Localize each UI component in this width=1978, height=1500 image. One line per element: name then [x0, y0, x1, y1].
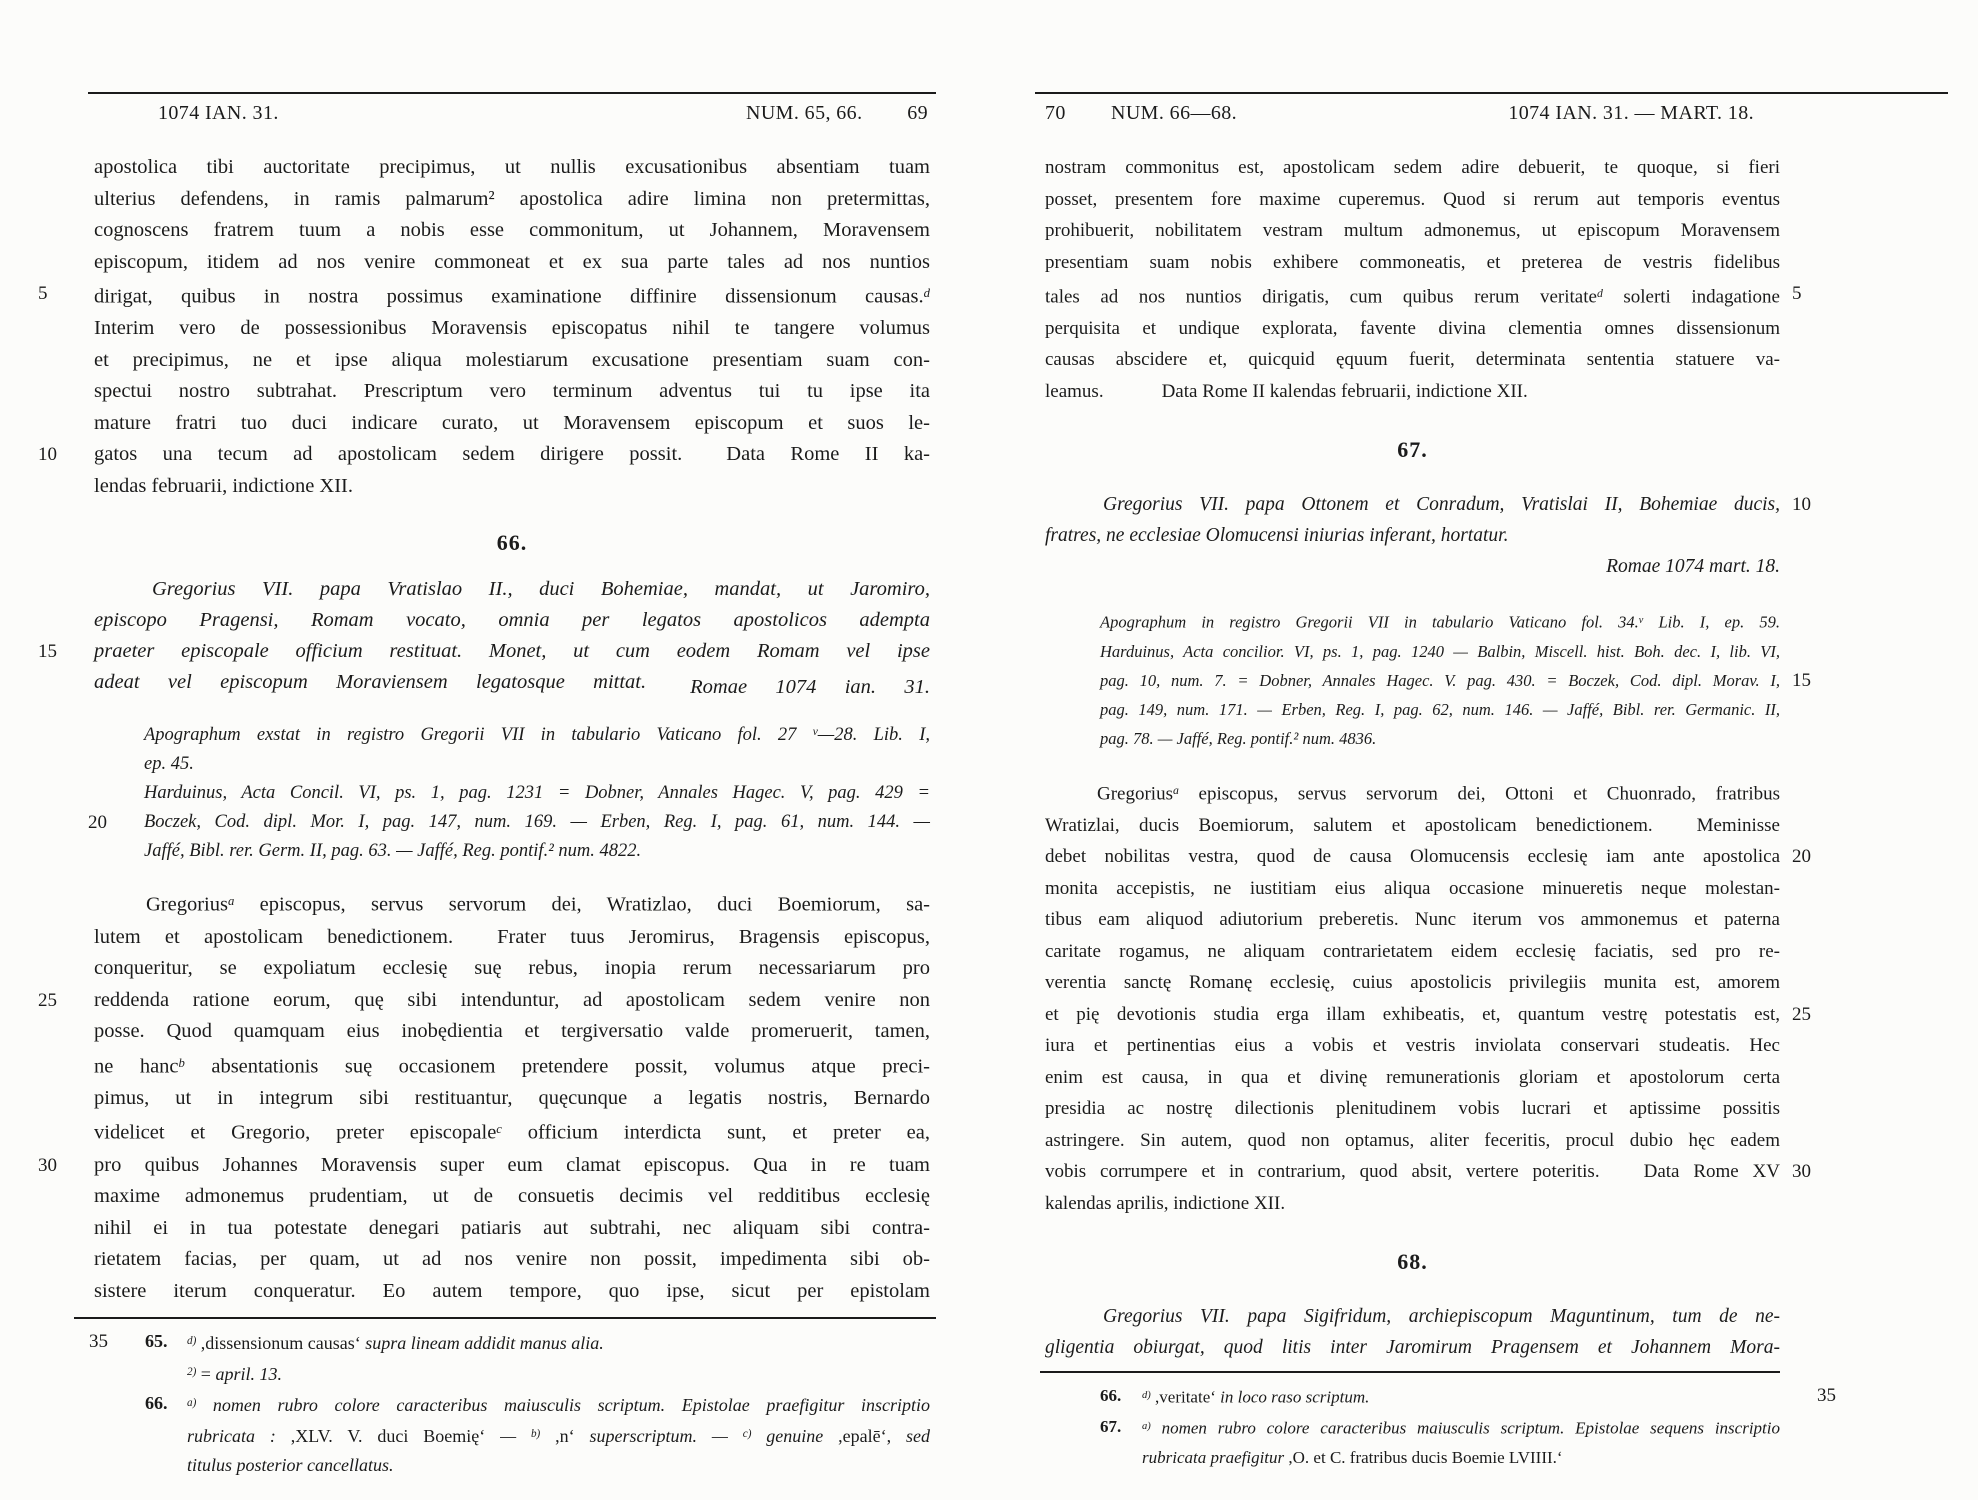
- letter-66-sources: [88, 718, 930, 866]
- text-line: leamus. Data Rome II kalendas februarii, indictione XII.: [1045, 380, 1528, 402]
- text-line: 15 praeter episcopale officium restituat. Monet, ut cum eodem Romam vel ipse: [94, 636, 930, 667]
- text-line: Gregorius$^a$ episcopus, servus servorum dei, Ottoni et Chuonrado, fratribus: [1097, 783, 1780, 805]
- text-line: adeat vel episcopum Moraviensem legatosque mittat. Romae 1074 ian. 31.: [94, 671, 930, 699]
- text-line: videlicet et Gregorio, preter episcopale$^c$ officium interdicta sunt, et preter ea,: [94, 1122, 930, 1145]
- margin-line-number: 10: [38, 444, 57, 466]
- margin-line-number: 30: [38, 1154, 57, 1176]
- letter-67-number: [1045, 435, 1780, 465]
- page-left-content: [38, 152, 931, 1480]
- text-line: ulterius defendens, in ramis palmarum² apostolica adire limina non pretermittas,: [94, 187, 930, 210]
- text-line: 30 vobis corrumpere et in contrarium, quod absit, vertere poteritis. Data Rome XV: [1045, 1156, 1780, 1188]
- text-line: nihil ei in tua potestate denegari patiaris aut subtrahi, nec aliquam sibi contra-: [94, 1216, 930, 1239]
- text-line: Gregorius VII. papa Sigifridum, archiepiscopum Maguntinum, tum de ne-: [1103, 1306, 1780, 1328]
- page-right-content: [1045, 152, 1836, 1472]
- letter-66-text: [38, 886, 931, 1307]
- text-line: 5 tales ad nos nuntios dirigatis, cum quibus rerum veritate$^d$ solerti indagatione: [1045, 278, 1780, 313]
- text-line: lutem et apostolicam benedictionem. Frater tuus Jeromirus, Bragensis episcopus,: [94, 925, 931, 948]
- text-line: 25 reddenda ratione eorum, quę sibi intenduntur, ad apostolicam sedem venire non: [94, 985, 930, 1017]
- page-number: 69: [907, 102, 928, 124]
- header-row: [1045, 102, 1780, 128]
- text-line: rietatem facias, per quam, ut ad nos venire non possit, impedimenta sibi ob-: [94, 1248, 930, 1271]
- running-header-left: [94, 92, 930, 128]
- text-line: 5 dirigat, quibus in nostra possimus examinatione diffinire dissensionum causas.$^d$: [94, 278, 930, 313]
- text-line: conqueritur, se expoliatum ecclesię suę rebus, inopia rerum necessariarum pro: [94, 957, 930, 980]
- text-line: 20 debet nobilitas vestra, quod de causa Olomucensis ecclesię iam ante apostolica: [1045, 841, 1780, 873]
- letter-66-number: [94, 528, 930, 558]
- header-rule: [88, 92, 936, 94]
- text-line: presentiam suam nobis exhibere commoneatis, et preterea de vestris fidelibus: [1045, 251, 1780, 273]
- text-line: fratres, ne ecclesiae Olomucensi iniurias inferant, hortatur.: [1045, 525, 1509, 547]
- text-line: 68.: [1397, 1249, 1428, 1275]
- text-line: nostram commonitus est, apostolicam sedem adire debuerit, te quoque, si fieri: [1045, 157, 1780, 178]
- text-line: gligentia obiurgat, quod litis inter Jaromirum Pragensem et Johannem Mora-: [1045, 1337, 1780, 1359]
- text-line: pag. 149, num. 171. — Erben, Reg. I, pag. 62, num. 146. — Jaffé, Bibl. rer. Germanic. II,: [1100, 699, 1780, 719]
- margin-line-number: 25: [38, 989, 57, 1011]
- text-line: sistere iterum conqueratur. Eo autem tempore, quo ipse, sicut per epistolam: [94, 1279, 930, 1302]
- text-line: perquisita et undique explorata, favente divina clementia omnes dissensionum: [1045, 317, 1780, 339]
- text-line: spectui nostro subtrahat. Prescriptum vero terminum adventus tui tu ipse ita: [94, 380, 930, 403]
- text-line: maxime admonemus prudentiam, ut de consuetis decimis vel redditibus ecclesię: [94, 1185, 930, 1208]
- text-line: 67. $^{a)}$ nomen rubro colore caracteribus maiusculis scriptum. Epistolae sequens inscriptio: [1100, 1416, 1780, 1438]
- footnotes: [1100, 1381, 1836, 1471]
- margin-line-number: 35: [1817, 1385, 1836, 1407]
- text-line: caritate rogamus, ne aliquam contrarietatem eidem ecclesię faciatis, sed pro re-: [1045, 940, 1780, 962]
- text-line: 67.: [1397, 437, 1428, 463]
- text-line: 10 gatos una tecum ad apostolicam sedem dirigere possit. Data Rome II ka-: [94, 439, 930, 471]
- text-line: 35 65. $^{d)}$ ,dissensionum causas‘ supra lineam addidit manus alia.: [145, 1327, 930, 1358]
- page-left: [38, 0, 931, 1480]
- running-header-right: [1045, 92, 1780, 128]
- footnote-rule: [74, 1317, 936, 1319]
- margin-line-number: 30: [1792, 1161, 1811, 1183]
- text-line: ep. 45.: [144, 754, 194, 775]
- text-line: mature fratri tuo duci indicare curato, ut Moravensem episcopum et suos le-: [94, 411, 930, 434]
- text-line: astringere. Sin autem, quod non optamus, aliter feceritis, procul dubio hęc eadem: [1045, 1129, 1780, 1151]
- text-line: et precipimus, ne et ipse aliqua molestiarum excusatione presentiam suam con-: [94, 348, 930, 371]
- text-line: 66.: [496, 530, 528, 556]
- text-line: titulus posterior cancellatus.: [187, 1455, 394, 1476]
- running-head-numbers: NUM. 66—68.: [1111, 102, 1238, 124]
- page-number: 70: [1045, 102, 1066, 124]
- text-line: Jaffé, Bibl. rer. Germ. II, pag. 63. — Jaffé, Reg. pontif.² num. 4822.: [144, 841, 642, 862]
- footnote-rule: [1040, 1371, 1780, 1373]
- text-line: apostolica tibi auctoritate precipimus, ut nullis excusationibus absentiam tuam: [94, 156, 930, 178]
- text-line: Gregorius$^a$ episcopus, servus servorum dei, Wratizlao, duci Boemiorum, sa-: [146, 894, 930, 917]
- text-line: presidia ac nostrę dilectionis plenitudinem vobis lucrari et aptissime possitis: [1045, 1098, 1780, 1120]
- text-line: pag. 78. — Jaffé, Reg. pontif.² num. 4836.: [1100, 728, 1377, 748]
- margin-line-number: 35: [89, 1331, 108, 1353]
- margin-line-number: 15: [1792, 669, 1811, 691]
- text-line: Apographum in registro Gregorii VII in tabulario Vaticano fol. 34.$^v$ Lib. I, ep. 59.: [1100, 612, 1780, 632]
- text-line: Harduinus, Acta Concil. VI, ps. 1, pag. 1231 = Dobner, Annales Hagec. V, pag. 429 =: [144, 783, 930, 804]
- running-head-numbers: NUM. 65, 66.: [746, 102, 863, 124]
- text-line: 20 Boczek, Cod. dipl. Mor. I, pag. 147, num. 169. — Erben, Reg. I, pag. 61, num. 144. —: [144, 808, 930, 837]
- text-line: 35 66. $^{d)}$ ,veritate‘ in loco raso scriptum.: [1100, 1381, 1780, 1412]
- text-line: 25 et pię devotionis studia erga illam exhibeatis, et, quantum vestrę potestatis est,: [1045, 999, 1780, 1031]
- text-line: rubricata : ,XLV. V. duci Boemię‘ — $^{b)}$ ,n‘ superscriptum. — $^{c)}$ genuine ,epalē‘, sed: [187, 1426, 931, 1447]
- text-line: 10 Gregorius VII. papa Ottonem et Conradum, Vratislai II, Bohemiae ducis,: [1045, 489, 1780, 520]
- margin-line-number: 10: [1792, 494, 1811, 516]
- page-right: [1045, 0, 1836, 1472]
- text-line: Interim vero de possessionibus Moravensis episcopatus nihil te tangere volumus: [94, 317, 930, 340]
- letter-65-text-continued: [38, 152, 931, 502]
- text-line: episcopum, itidem ad nos venire commoneat et ex sua parte tales ad nos nuntios: [94, 250, 930, 273]
- text-line: Romae 1074 mart. 18.: [1606, 556, 1780, 578]
- text-line: posset, presentem fore maxime cuperemus. Quod si rerum aut temporis eventus: [1045, 188, 1780, 210]
- header-rule: [1035, 92, 1948, 94]
- text-line: iura et pertinentias eius a vobis et vestris inviolata conservari studeatis. Hec: [1045, 1035, 1780, 1057]
- letter-66-text-continued: [1045, 152, 1802, 407]
- text-line: rubricata praefigitur ,O. et C. fratribus ducis Boemie LVIIII.‘: [1142, 1447, 1563, 1467]
- text-line: kalendas aprilis, indictione XII.: [1045, 1192, 1286, 1214]
- text-line: 30 pro quibus Johannes Moravensis super eum clamat episcopus. Qua in re tuam: [94, 1150, 930, 1182]
- text-line: lendas februarii, indictione XII.: [94, 474, 354, 497]
- margin-line-number: 5: [38, 283, 48, 304]
- margin-line-number: 15: [38, 641, 57, 663]
- letter-66-summary: [38, 574, 930, 699]
- header-row: [94, 102, 930, 128]
- margin-line-number: 20: [1792, 846, 1811, 868]
- margin-line-number: 20: [88, 812, 107, 834]
- text-line: prohibuerit, nobilitatem vestram multum admonemus, ut episcopum Moravensem: [1045, 220, 1780, 241]
- text-line: episcopo Pragensi, Romam vocato, omnia per legatos apostolicos adempta: [94, 609, 930, 632]
- text-line: $^{2)}$ = april. 13.: [187, 1364, 282, 1385]
- text-line: pimus, ut in integrum sibi restituantur, quęcunque a legatis nostris, Bernardo: [94, 1086, 930, 1109]
- text-line: enim est causa, in qua et divinę remunerationis gloriam et apostolorum certa: [1045, 1066, 1780, 1088]
- text-line: verentia sanctę Romanę ecclesię, cuius apostolicis privilegiis munita est, amorem: [1045, 972, 1780, 994]
- text-line: posse. Quod quamquam eius inobędientia et tergiversatio valde promeruerit, tamen,: [94, 1020, 930, 1043]
- text-line: cognoscens fratrem tuum a nobis esse commonitum, ut Johannem, Moravensem: [94, 219, 930, 241]
- footnotes: [89, 1327, 931, 1480]
- text-line: 15 pag. 10, num. 7. = Dobner, Annales Hagec. V. pag. 430. = Boczek, Cod. dipl. Morav. I,: [1100, 666, 1780, 695]
- letter-67-sources: [1100, 606, 1811, 753]
- running-head-date: 1074 IAN. 31.: [158, 102, 279, 124]
- text-line: ne hanc$^b$ absentationis suę occasionem pretendere possit, volumus atque preci-: [94, 1055, 930, 1078]
- margin-line-number: 5: [1792, 283, 1802, 304]
- text-line: 66. $^{a)}$ nomen rubro colore caracteribus maiusculis scriptum. Epistolae praefigitur inscriptio: [145, 1393, 930, 1416]
- text-line: Harduinus, Acta concilior. VI, ps. 1, pag. 1240 — Balbin, Miscell. hist. Boh. dec. I, lib. VI,: [1100, 641, 1780, 661]
- text-line: causas abscidere et, quicquid ęquum fuerit, determinata sententia statuere va-: [1045, 349, 1780, 371]
- letter-68-summary: [1045, 1301, 1780, 1363]
- text-line: tibus eam aliquod adiutorium preberetis. Nunc iterum vos ammonemus et paterna: [1045, 909, 1780, 931]
- text-line: monita accepistis, ne iustitiam eius aliqua occasione minueretis neque molestan-: [1045, 877, 1780, 899]
- letter-67-text: [1045, 775, 1811, 1219]
- text-line: Gregorius VII. papa Vratislao II., duci Bohemiae, mandat, ut Jaromiro,: [152, 578, 930, 601]
- text-line: Apographum exstat in registro Gregorii VII in tabulario Vaticano fol. 27 $^v$—28. Lib. I,: [144, 725, 930, 746]
- text-line: Wratizlai, ducis Boemiorum, salutem et apostolicam benedictionem. Meminisse: [1045, 814, 1780, 836]
- margin-line-number: 25: [1792, 1003, 1811, 1025]
- letter-67-summary: [1045, 489, 1811, 582]
- letter-68-number: [1045, 1247, 1780, 1277]
- running-head-date: 1074 IAN. 31. — MART. 18.: [1508, 102, 1754, 124]
